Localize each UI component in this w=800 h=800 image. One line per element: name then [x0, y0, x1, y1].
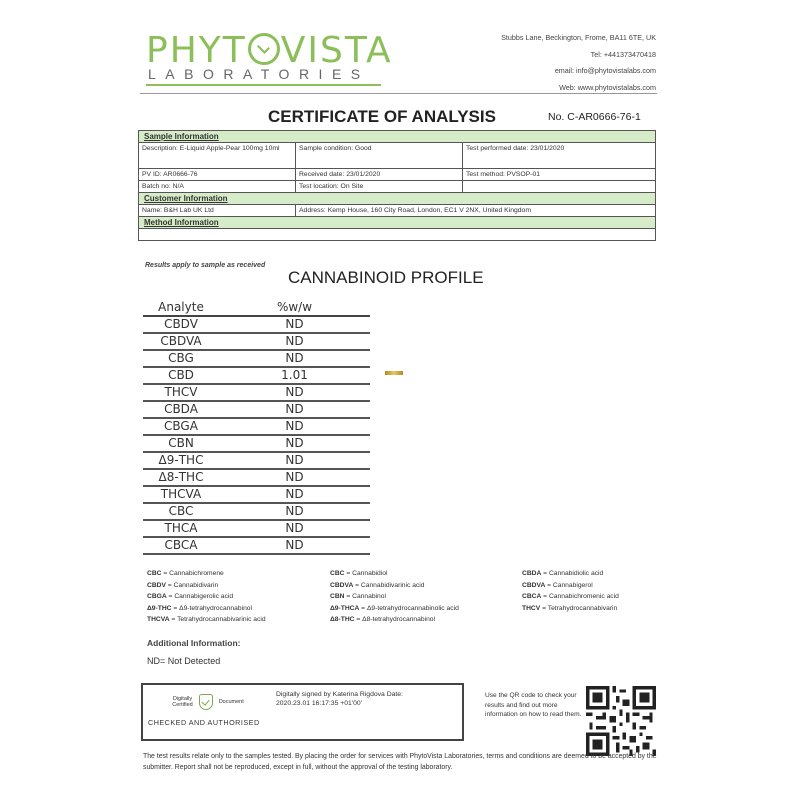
legend-item: CBGA = Cannabigerolic acid: [147, 593, 234, 600]
legend-item: Δ9-THC = Δ9-tetrahydrocannabinol: [147, 604, 252, 612]
table-row: [143, 401, 370, 418]
digital-cert-badge: [149, 694, 267, 710]
legend-item: CBDV = Cannabidivarin: [147, 581, 219, 589]
test-location: Test location: On Site: [296, 181, 463, 193]
cannabinoid-table: [143, 299, 370, 555]
legend-full: Cannabidiol: [352, 570, 388, 577]
value-cell: ND: [219, 350, 370, 367]
legend-item: CBC = Cannabidiol: [330, 570, 388, 577]
phytovista-logo: [146, 30, 393, 71]
sample-info-heading: Sample Information: [139, 131, 656, 143]
legend-abbr: CBGA: [147, 593, 167, 600]
profile-title: CANNABINOID PROFILE: [288, 268, 484, 287]
analyte-cell: CBCA: [143, 537, 219, 554]
analyte-cell: CBDVA: [143, 333, 219, 350]
legend-abbr: CBN: [330, 593, 345, 600]
value-cell: ND: [219, 401, 370, 418]
nd-definition: ND= Not Detected: [147, 656, 221, 666]
customer-address: Address: Kemp House, 160 City Road, London, EC1 V 2NX, United Kingdom: [296, 205, 656, 217]
received-date: Received date: 23/01/2020: [296, 169, 463, 181]
footer-disclaimer: The test results relate only to the samples tested. By placing the order for services with PhytoVista Laboratories, terms and conditions are deemed to be accepted by the submitter. Report shall not be reproduced, except in full, without the approval of the testing laboratory.: [143, 753, 657, 771]
sample-info-table: [138, 130, 656, 241]
analyte-cell: THCA: [143, 520, 219, 537]
analyte-cell: CBDV: [143, 316, 219, 333]
address-line: Stubbs Lane, Beckington, Frome, BA11 6TE, UK: [501, 33, 656, 42]
legend-full: Tetrahydrocannabivarin: [547, 604, 618, 612]
logo-text-right: VISTA: [280, 30, 393, 71]
badge-label-document: Document: [218, 699, 244, 705]
logo-subtitle: LABORATORIES: [148, 66, 370, 82]
gold-marker: [385, 371, 403, 375]
customer-name: Name: B&H Lab UK Ltd: [139, 205, 296, 217]
value-cell: ND: [219, 418, 370, 435]
legend-full: Cannabigerol: [552, 581, 593, 589]
legend-item: THCV = Tetrahydrocannabivarin: [522, 604, 618, 612]
value-cell: ND: [219, 486, 370, 503]
value-cell: ND: [219, 469, 370, 486]
analyte-cell: CBGA: [143, 418, 219, 435]
legend-full: Δ9-tetrahydrocannabinolic acid: [366, 604, 459, 612]
legend-abbr: CBDVA: [522, 581, 546, 589]
table-row: [143, 316, 370, 333]
legend-item: CBDVA = Cannabigerol: [522, 581, 593, 589]
table-row: [143, 537, 370, 554]
qr-code-icon[interactable]: [586, 686, 656, 756]
legend-column-1: [147, 568, 266, 626]
legend-item: CBDA = Cannabidiolic acid: [522, 570, 604, 577]
value-cell: ND: [219, 537, 370, 554]
certificate-number: No. C-AR0666-76-1: [548, 111, 641, 123]
legend-abbr: CBCA: [522, 593, 542, 600]
table-row: [143, 520, 370, 537]
table-row: [143, 452, 370, 469]
legend-full: Δ9-tetrahydrocannabinol: [179, 604, 252, 612]
legend-full: Cannabigerolic acid: [174, 593, 234, 600]
additional-info-heading: Additional Information:: [147, 638, 241, 648]
value-cell: ND: [219, 316, 370, 333]
analyte-cell: Δ9-THC: [143, 452, 219, 469]
table-row: [143, 503, 370, 520]
phone-line: Tel: +441373470418: [590, 49, 656, 59]
legend-full: Cannabidivarin: [173, 581, 219, 589]
badge-label-digitally: Digitally: [172, 696, 193, 702]
legend-item: Δ8-THC = Δ8-tetrahydrocannabinol: [330, 616, 435, 623]
legend-item: Δ9-THCA = Δ9-tetrahydrocannabinolic acid: [330, 604, 459, 612]
header-divider: [140, 93, 657, 94]
legend-abbr: CBDA: [522, 570, 542, 577]
analyte-cell: CBDA: [143, 401, 219, 418]
shield-check-icon: [199, 694, 213, 710]
analyte-cell: CBC: [143, 503, 219, 520]
legend-abbr: THCVA: [147, 616, 170, 623]
checked-authorised: CHECKED AND AUTHORISED: [148, 718, 260, 727]
test-date: Test performed date: 23/01/2020: [463, 143, 656, 169]
legend-item: CBN = Cannabinol: [330, 593, 386, 600]
value-cell: ND: [219, 384, 370, 401]
legend-abbr: CBC: [330, 570, 345, 577]
analyte-cell: THCVA: [143, 486, 219, 503]
table-row: [143, 350, 370, 367]
pv-id: PV ID: AR0666-76: [139, 169, 296, 181]
test-method: Test method: PVSOP-01: [463, 169, 656, 181]
table-row: [143, 486, 370, 503]
results-note: Results apply to sample as received: [145, 262, 266, 269]
legend-column-3: [522, 568, 619, 614]
legend-full: Tetrahydrocannabivarinic acid: [177, 616, 266, 623]
empty-cell: [463, 181, 656, 193]
method-info-body: [139, 229, 656, 241]
email-line[interactable]: email: info@phytovistalabs.com: [554, 66, 656, 75]
sample-condition: Sample condition: Good: [296, 143, 463, 169]
legend-item: CBC = Cannabichromene: [147, 570, 224, 577]
legend-abbr: CBDV: [147, 581, 166, 589]
legend-full: Cannabichromene: [169, 570, 224, 577]
legend-item: CBCA = Cannabichromenic acid: [522, 593, 619, 600]
page-title: CERTIFICATE OF ANALYSIS: [268, 107, 496, 126]
logo-text-left: PHYT: [146, 30, 247, 71]
value-cell: 1.01: [219, 367, 370, 384]
qr-instructions: Use the QR code to check your results and find out more information on how to read them.: [485, 692, 582, 718]
legend-abbr: THCV: [522, 604, 541, 612]
legend-column-2: [330, 568, 459, 626]
legend-item: THCVA = Tetrahydrocannabivarinic acid: [147, 616, 266, 623]
digital-signature-text: Digitally signed by Katerina Rigdova Date: 2020.23.01 16:17:35 +01'00': [276, 691, 403, 707]
column-header-analyte: Analyte: [143, 299, 219, 316]
analyte-cell: CBN: [143, 435, 219, 452]
method-info-heading: Method Information: [139, 217, 656, 229]
table-row: [143, 469, 370, 486]
legend-full: Δ8-tetrahydrocannabinol: [362, 616, 435, 623]
legend-abbr: Δ9-THCA: [330, 604, 360, 612]
value-cell: ND: [219, 520, 370, 537]
legend-abbr: CBDVA: [330, 581, 354, 589]
legend-full: Cannabidiolic acid: [548, 570, 604, 577]
legend-full: Cannabidivarinic acid: [360, 581, 425, 589]
table-row: [143, 384, 370, 401]
analyte-cell: CBD: [143, 367, 219, 384]
column-header-value: %w/w: [219, 299, 370, 316]
value-cell: ND: [219, 452, 370, 469]
customer-info-heading: Customer Information: [139, 193, 656, 205]
batch-number: Batch no: N/A: [139, 181, 296, 193]
value-cell: ND: [219, 333, 370, 350]
sample-description: Description: E-Liquid Apple-Pear 100mg 10ml: [139, 143, 296, 169]
leaf-icon: [248, 33, 280, 65]
legend-abbr: Δ9-THC: [147, 604, 172, 612]
table-row: [143, 333, 370, 350]
analyte-cell: CBG: [143, 350, 219, 367]
table-row: [143, 435, 370, 452]
logo-underline: [146, 84, 381, 86]
analyte-cell: Δ8-THC: [143, 469, 219, 486]
legend-full: Cannabinol: [352, 593, 386, 600]
value-cell: ND: [219, 503, 370, 520]
legend-full: Cannabichromenic acid: [548, 593, 619, 600]
legend-item: CBDVA = Cannabidivarinic acid: [330, 581, 425, 589]
table-row: [143, 367, 370, 384]
value-cell: ND: [219, 435, 370, 452]
legend-abbr: Δ8-THC: [330, 616, 355, 623]
table-row: [143, 418, 370, 435]
lab-address: [420, 30, 656, 96]
analyte-cell: THCV: [143, 384, 219, 401]
web-line[interactable]: Web: www.phytovistalabs.com: [559, 82, 656, 92]
badge-label-certified: Certified: [172, 702, 193, 708]
legend-abbr: CBC: [147, 570, 162, 577]
